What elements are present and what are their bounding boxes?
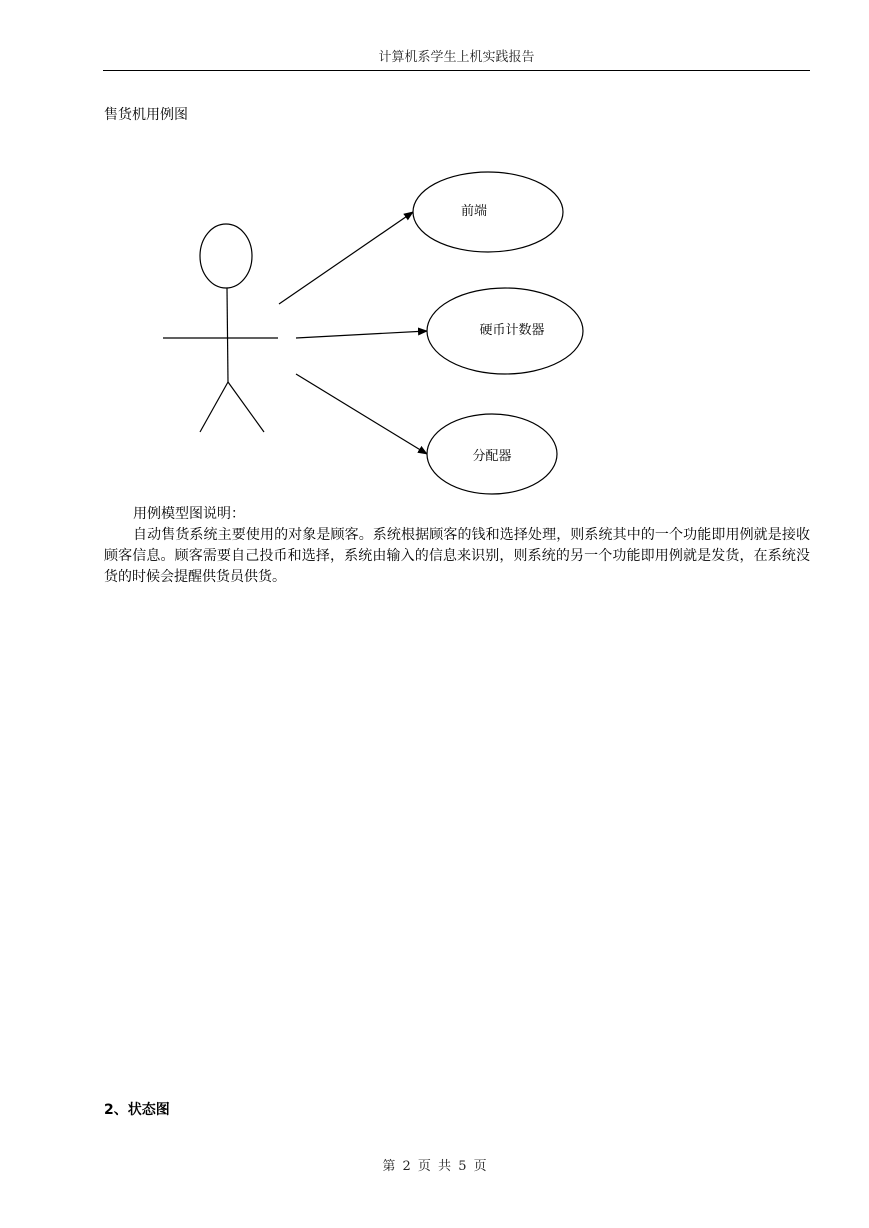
actor-head — [200, 224, 252, 288]
use-case-dispenser — [427, 414, 557, 494]
actor-left-leg — [200, 382, 228, 432]
section-title: 售货机用例图 — [104, 107, 188, 123]
use-case-label: 前端 — [460, 204, 488, 219]
actor-stick-figure-icon — [163, 224, 278, 432]
page-footer: 第 2 页 共 5 页 — [382, 1159, 487, 1174]
association-arrow-coin-counter — [296, 331, 427, 338]
use-case-coin-counter — [427, 288, 583, 374]
actor-body — [227, 288, 228, 382]
association-arrow-front-end — [279, 212, 413, 304]
use-case-label: 硬币计数器 — [479, 323, 545, 338]
association-arrow-dispenser — [296, 374, 427, 454]
diagram-description — [104, 504, 810, 588]
section-heading-state-diagram: 2、状态图 — [104, 1102, 170, 1118]
use-case-label: 分配器 — [472, 449, 512, 464]
use-case-front-end — [413, 172, 563, 252]
description-body: 自动售货系统主要使用的对象是顾客。系统根据顾客的钱和选择处理，则系统其中的一个功能即用例就是接收顾客信息。顾客需要自己投币和选择，系统由输入的信息来识别，则系统的另一个功能即用例就是发货，在系统没货的时候会提醒供货员供货。 — [104, 527, 810, 585]
description-heading: 用例模型图说明： — [133, 506, 245, 522]
actor-right-leg — [228, 382, 264, 432]
page-header: 计算机系学生上机实践报告 — [378, 50, 535, 65]
use-case-diagram — [0, 0, 869, 500]
